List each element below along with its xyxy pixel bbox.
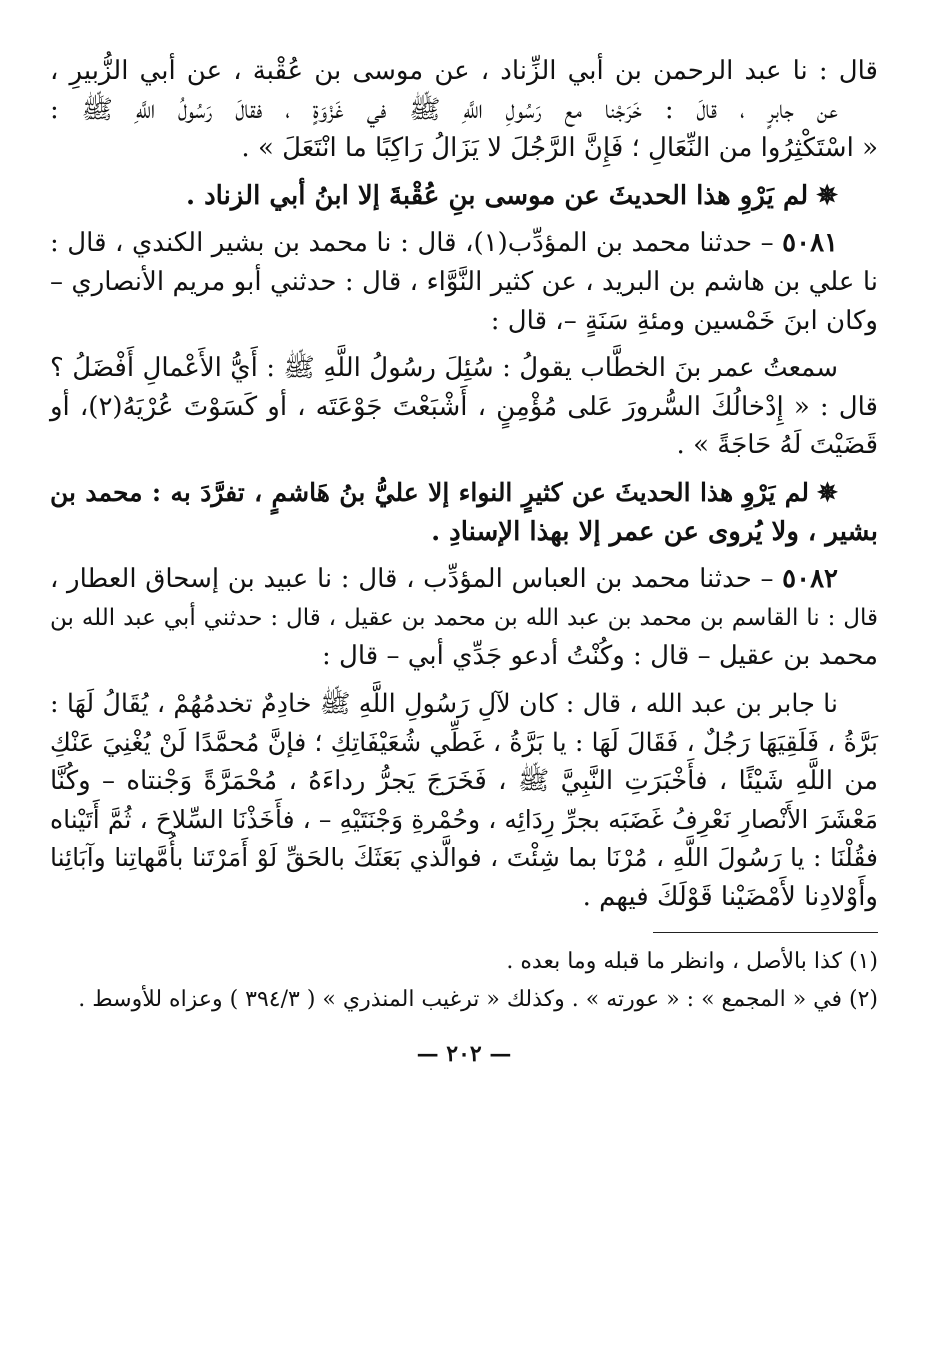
star-icon: ✵ — [816, 180, 838, 211]
note-text: بشير ، ولا يُروى عن عمر إلا بهذا الإسنادِ . — [431, 516, 878, 547]
commentary-note — [50, 474, 878, 551]
text-line: مَعْشَرَ الأَنْصارِ نَعْرِفُ غَضَبَه بجرِّ رِدَائِه ، وحُمْرةِ وَجْنَتَيْهِ – ، فأَخَذْنَا السِّلاحَ ، ثُمَّ أَتَيْناه — [50, 804, 878, 834]
footnotes — [50, 943, 878, 1019]
text-line: وأَوْلادِنا لأَمْضَيْنا قَوْلَكَ فيهم . — [582, 881, 878, 912]
text-line: قال : « إِدْخالُكَ السُّرورَ عَلى مُؤْمِنٍ ، أَشْبَعْتَ جَوْعَتَه ، أو كَسَوْتَ عُرْيَهُ(٢)، أو — [50, 391, 878, 422]
text-line: فقُلْنَا : يا رَسُولَ اللَّهِ ، مُرْنَا بما شِئْتَ ، فوالَّذي بَعَثَكَ بالحَقِّ لَوْ أَمَرْتَنا بأُمَّهاتِنا وآبَائِنا — [50, 843, 878, 873]
footnote: (١) كذا بالأصل ، وانظر ما قبله وما بعده . — [506, 949, 878, 975]
text-line: من اللَّهِ شَيْئًا ، فأَخْبَرَتِ النَّبِيَّ ﷺ ، فَخَرَجَ يَجرُّ رداءَهُ ، مُحْمَرَّةً وَجْنتاه – وكُنَّا — [50, 766, 878, 797]
text-line: – حدثنا محمد بن المؤدِّب(١)، قال : نا محمد بن بشير الكندي ، قال : — [50, 228, 774, 259]
footnote-divider — [653, 932, 878, 933]
text-line: نا علي بن هاشم بن البريد ، عن كثير النَّوَّاء ، قال : حدثني أبو مريم الأنصاري – — [50, 266, 878, 297]
hadith-5082-text — [50, 685, 878, 917]
hadith-number: ٥٠٨١ — [782, 228, 839, 259]
text-line: عن جابرٍ ، قالَ : خَرَجْنا مع رَسُولِ اللَّهِ ﷺ في غَزْوَةٍ ، فقالَ رَسُولُ اللَّهِ ﷺ : — [50, 94, 838, 125]
text-line: قال : نا القاسم بن محمد بن عبد الله بن محمد بن عقيل ، قال : حدثني أبي عبد الله بن — [50, 604, 878, 631]
hadith-5081-text — [50, 349, 878, 465]
text-line: قال : نا عبد الرحمن بن أبي الزِّناد ، عن موسى بن عُقْبة ، عن أبي الزُّبيرِ ، — [50, 56, 878, 86]
text-line: وكان ابنَ خَمْسين ومئةِ سَنَةٍ –، قال : — [490, 305, 878, 336]
footnote: (٢) في « المجمع » : « عورته » . وكذلك « ترغيب المنذري » ( ٣٩٤/٣ ) وعزاه للأوسط . — [78, 987, 878, 1013]
page-number: — ٢٠٢ — — [416, 1041, 512, 1068]
commentary-note — [50, 177, 878, 216]
text-line: قَضَيْتَ لَهُ حَاجَةً » . — [676, 430, 878, 461]
text-line: نا جابر بن عبد الله ، قال : كان لآلِ رَسُولِ اللَّهِ ﷺ خادِمٌ تخدمُهُمْ ، يُقَالُ لَهَا : — [50, 688, 838, 719]
hadith-continuation — [50, 52, 878, 168]
text-line: – حدثنا محمد بن العباس المؤدِّب ، قال : نا عبيد بن إسحاق العطار ، — [50, 564, 774, 595]
note-text: لم يَرْوِ هذا الحديثَ عن كثيرٍ النواء إلا عليُّ بنُ هَاشمٍ ، تفرَّدَ به : محمد بن — [50, 477, 810, 507]
star-icon: ✵ — [817, 477, 838, 507]
hadith-5082-isnad — [50, 560, 878, 676]
note-text: لم يَرْوِ هذا الحديثَ عن موسى بنِ عُقْبةَ إلا ابنُ أبي الزناد . — [185, 180, 809, 211]
text-line: محمد بن عقيل – قال : وكُنْتُ أدعو جَدِّي أبي – قال : — [321, 641, 878, 672]
text-line: سمعتُ عمر بنَ الخطَّاب يقولُ : سُئِلَ رسُولُ اللَّهِ ﷺ : أَيُّ الأَعْمالِ أَفْضَلُ ؟ — [50, 353, 838, 384]
text-line: « اسْتَكْثِرُوا من النِّعَالِ ؛ فَإِنَّ الرَّجُلَ لا يَزَالُ رَاكِبًا ما انْتَعَلَ » . — [241, 133, 878, 164]
hadith-number: ٥٠٨٢ — [782, 564, 838, 595]
text-line: بَرَّةُ ، فَلَقِيَهَا رَجُلٌ ، فَقَالَ لَهَا : يا بَرَّةُ ، غَطِّي شُعَيْفَاتِكِ ؛ فإنَّ مُحمَّدًا لَنْ يُغْنِيَ عَنْكِ — [49, 727, 878, 758]
hadith-5081-isnad — [50, 224, 878, 340]
